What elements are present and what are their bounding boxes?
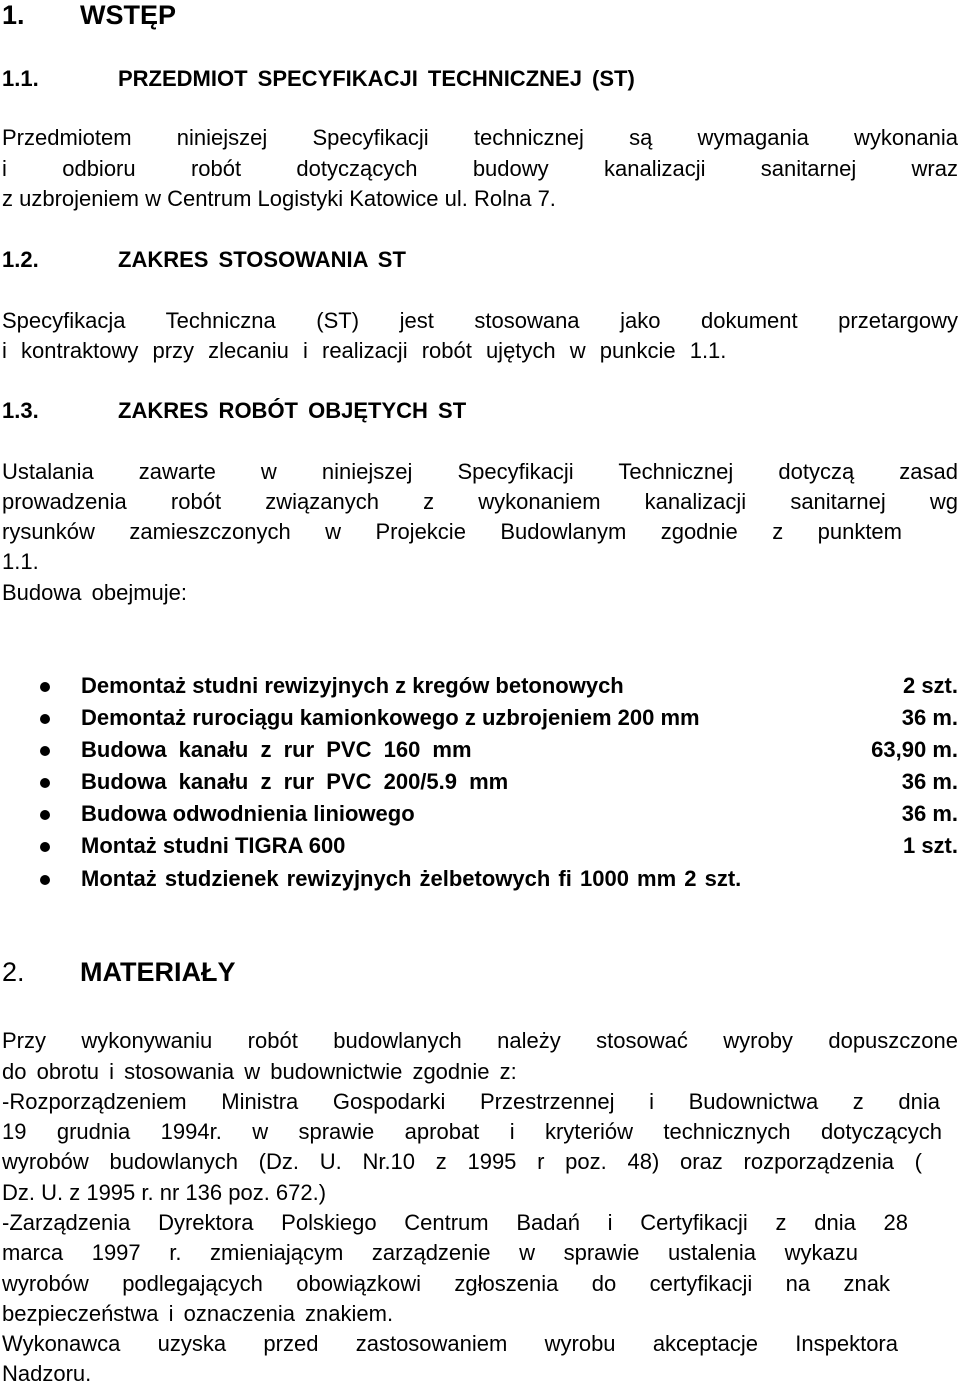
paragraph-line: Wykonawca uzyska przed zastosowaniem wyrobu akceptacje Inspektora (2, 1331, 898, 1356)
list-item (40, 737, 958, 767)
bullet-icon (40, 682, 50, 692)
section-2-number: 2. (2, 957, 25, 987)
paragraph-line: i odbioru robót dotyczących budowy kanalizacji sanitarnej wraz (2, 156, 958, 181)
subsection-1-1-number: 1.1. (2, 66, 39, 91)
list-item (40, 769, 958, 799)
paragraph-line: Specyfikacja Techniczna (ST) jest stosowana jako dokument przetargowy (2, 308, 958, 333)
list-item (40, 801, 958, 831)
list-item-text: Budowa odwodnienia liniowego (81, 801, 415, 826)
list-item-quantity: 36 m. (901, 705, 958, 730)
paragraph-line: wyrobów budowlanych (Dz. U. Nr.10 z 1995 r poz. 48) oraz rozporządzenia ( (2, 1149, 922, 1174)
list-item (40, 673, 958, 703)
paragraph-line: bezpieczeństwa i oznaczenia znakiem. (2, 1301, 394, 1326)
subsection-1-2-number: 1.2. (2, 247, 39, 272)
paragraph-line: rysunków zamieszczonych w Projekcie Budowlanym zgodnie z punktem (2, 519, 902, 544)
paragraph-line: Przy wykonywaniu robót budowlanych należy stosować wyroby dopuszczone (2, 1028, 958, 1053)
list-item-text: Budowa kanału z rur PVC 200/5.9 mm (81, 769, 509, 794)
paragraph-line: i kontraktowy przy zlecaniu i realizacji robót ujętych w punkcie 1.1. (2, 338, 727, 363)
list-item-quantity: 2 szt. (902, 673, 958, 698)
paragraph-line: Budowa obejmuje: (2, 580, 188, 605)
section-1-number: 1. (2, 0, 25, 30)
list-item-quantity: 36 m. (901, 769, 958, 794)
section-2-title: MATERIAŁY (80, 957, 236, 987)
subsection-1-2-title: ZAKRES STOSOWANIA ST (118, 247, 406, 272)
paragraph-line: Ustalania zawarte w niniejszej Specyfikacji Technicznej dotyczą zasad (2, 459, 958, 484)
section-1-title: WSTĘP (80, 0, 177, 30)
list-item-quantity: 36 m. (901, 801, 958, 826)
list-item-quantity: 63,90 m. (871, 737, 958, 762)
list-item-text: Budowa kanału z rur PVC 160 mm (81, 737, 472, 762)
paragraph-line: prowadzenia robót związanych z wykonaniem kanalizacji sanitarnej wg (2, 489, 958, 514)
bullet-icon (40, 714, 50, 724)
bullet-icon (40, 875, 50, 885)
list-item-text: Montaż studzienek rewizyjnych żelbetowych fi 1000 mm 2 szt. (81, 866, 742, 891)
paragraph-line: Dz. U. z 1995 r. nr 136 poz. 672.) (2, 1180, 327, 1205)
bullet-icon (40, 778, 50, 788)
paragraph-line: marca 1997 r. zmieniającym zarządzenie w sprawie ustalenia wykazu (2, 1240, 858, 1265)
subsection-1-3-title: ZAKRES ROBÓT OBJĘTYCH ST (118, 398, 467, 423)
bullet-icon (40, 842, 50, 852)
paragraph-line: do obrotu i stosowania w budownictwie zgodnie z: (2, 1059, 517, 1084)
paragraph-line: -Rozporządzeniem Ministra Gospodarki Przestrzennej i Budownictwa z dnia (2, 1089, 940, 1114)
paragraph-line: 1.1. (2, 549, 39, 574)
list-item-text: Demontaż studni rewizyjnych z kregów betonowych (81, 673, 624, 698)
list-item (40, 866, 958, 896)
bullet-icon (40, 746, 50, 756)
list-item (40, 705, 958, 735)
paragraph-line: wyrobów podlegających obowiązkowi zgłoszenia do certyfikacji na znak (2, 1271, 890, 1296)
list-item-quantity: 1 szt. (902, 833, 958, 858)
paragraph-line: z uzbrojeniem w Centrum Logistyki Katowice ul. Rolna 7. (2, 186, 556, 211)
paragraph-line: -Zarządzenia Dyrektora Polskiego Centrum Badań i Certyfikacji z dnia 28 (2, 1210, 908, 1235)
paragraph-line: Przedmiotem niniejszej Specyfikacji technicznej są wymagania wykonania (2, 125, 958, 150)
bullet-icon (40, 810, 50, 820)
list-item-text: Demontaż rurociągu kamionkowego z uzbrojeniem 200 mm (81, 705, 700, 730)
list-item (40, 833, 958, 863)
paragraph-line: Nadzoru. (2, 1361, 92, 1386)
paragraph-line: 19 grudnia 1994r. w sprawie aprobat i kryteriów technicznych dotyczących (2, 1119, 942, 1144)
subsection-1-3-number: 1.3. (2, 398, 39, 423)
subsection-1-1-title: PRZEDMIOT SPECYFIKACJI TECHNICZNEJ (ST) (118, 66, 635, 91)
list-item-text: Montaż studni TIGRA 600 (81, 833, 346, 858)
